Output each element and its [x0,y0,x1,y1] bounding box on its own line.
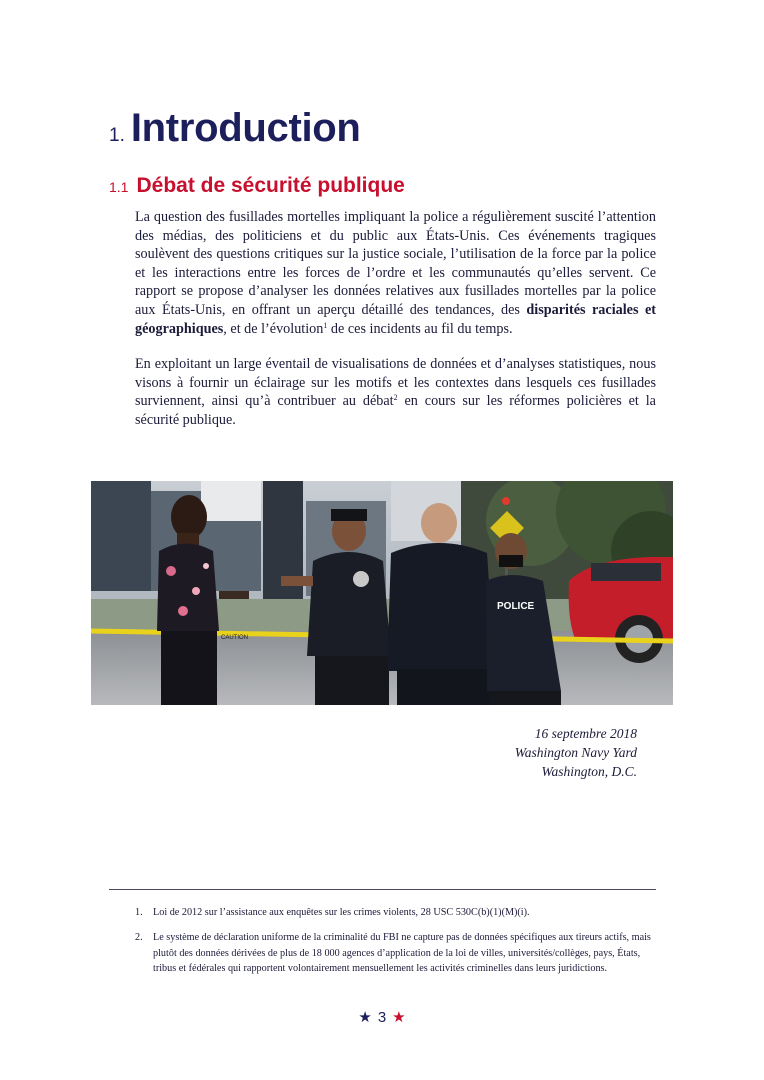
footnote-ref-1[interactable]: 1 [323,320,328,330]
section-number: 1. [109,125,125,146]
footnote-number: 1. [135,907,143,918]
caption-place: Washington Navy Yard [514,745,637,760]
paragraph-text: La question des fusillades mortelles impliquant la police a régulièrement suscité l’attention des médias, des politiciens et du public aux États-Unis. Ces événements tragiques soulèvent des questions critiques sur la justice sociale, l’utilisation de la force par la police et les interactions entre les forces de l’ordre et les communautés qu’elles servent. Ce rapport se propose d’analyser les données relatives aux fusillades mortelles par la police aux États-Unis, en offrant un aperçu détaillé des tendances, des [135,209,656,318]
tape-label: CAUTION [221,635,248,641]
footnote-1 [135,905,656,921]
vest-label: POLICE [497,601,535,612]
star-right-icon: ★ [392,1009,406,1026]
police-scene-photo [91,481,673,705]
page-footer [0,1008,764,1026]
subsection-number: 1.1 [109,179,129,195]
bold-emphasis: disparités raciales et géographiques [135,301,656,337]
section-title: Introduction [130,106,361,150]
body-paragraph-1 [135,208,656,338]
paragraph-text: , et de l’évolution [223,320,324,337]
body-paragraph-2 [135,355,656,429]
subsection-heading [109,174,405,198]
footnote-text: Loi de 2012 sur l’assistance aux enquêtes sur les crimes violents, 28 USC 530C(b)(1)(M)(i). [153,907,530,918]
star-left-icon: ★ [358,1009,372,1026]
page-number: 3 [377,1009,387,1026]
caption-city: Washington, D.C. [541,764,637,779]
paragraph-text: En exploitant un large éventail de visualisations de données et d’analyses statistiques, nous visons à fournir un éclairage sur les motifs et les contextes dans lesquels ces fusillades surviennent, ainsi qu’à contribuer au débat [135,356,656,410]
subsection-title: Débat de sécurité publique [136,174,405,197]
footnote-divider [109,889,656,890]
section-heading [109,106,361,151]
footnote-text: Le système de déclaration uniforme de la criminalité du FBI ne capture pas de données spécifiques aux tireurs actifs, mais plutôt des données dérivées de plus de 18 000 agences d’application de la loi de villes, universités/collèges, pays, États, tribus et fédérales qui rapportent volontairement mensuellement les activités criminelles dans leurs juridictions. [153,932,651,974]
caption-date: 16 septembre 2018 [534,726,637,741]
footnote-2 [135,930,656,977]
photo-caption [515,724,637,781]
paragraph-text: de ces incidents au fil du temps. [327,320,513,337]
footnote-number: 2. [135,932,143,943]
paragraph-text: en cours sur les réformes policières et la sécurité publique. [135,393,656,428]
footnote-ref-2[interactable]: 2 [393,393,398,403]
